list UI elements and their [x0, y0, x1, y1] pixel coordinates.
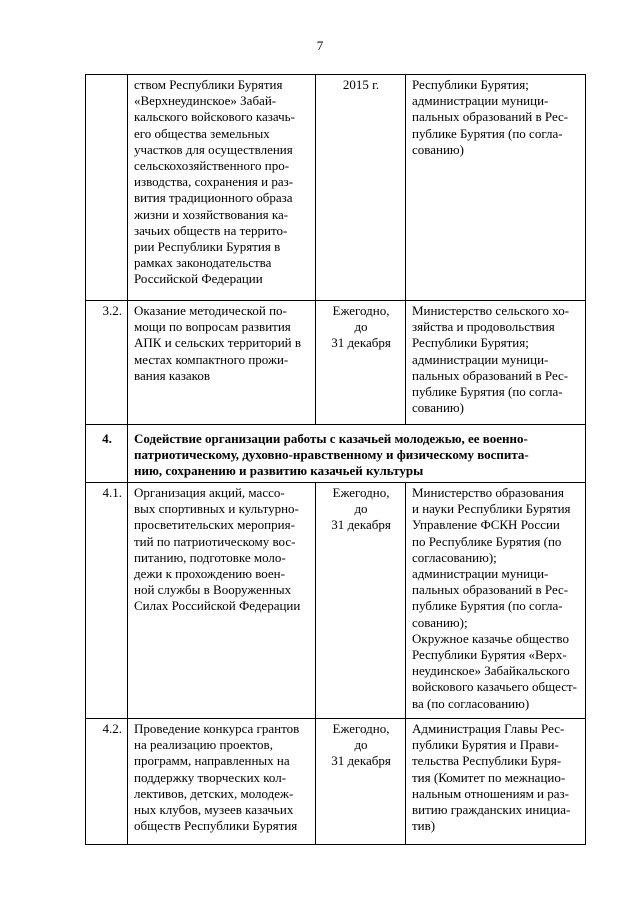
activity-line: тий по патриотическому вос- [134, 533, 296, 549]
term-cell [316, 483, 406, 719]
activity-cell [128, 75, 316, 301]
activity-line: сельскохозяйственного про- [134, 158, 290, 174]
responsible-line: Администрация Главы Рес- [412, 721, 565, 736]
term-line: 31 декабря [331, 517, 391, 533]
activity-line: зачьих обществ на террито- [134, 222, 288, 238]
activity-line: «Верхнеудинское» Забай- [134, 93, 277, 109]
activity-line: его общества земельных [134, 125, 270, 141]
responsible-line: неудинское» Забайкальского [412, 663, 570, 679]
activity-line: программ, направленных на [134, 753, 290, 769]
responsible-line: публике Бурятия (по согла- [412, 125, 563, 141]
activity-line: питанию, подготовке моло- [134, 549, 286, 565]
responsible-line: сованию) [412, 400, 464, 416]
section-row [86, 425, 586, 483]
activity-line: мощи по вопросам развития [134, 319, 291, 335]
activity-line: просветительских мероприя- [134, 517, 295, 533]
responsible-line: и науки Республики Бурятия [412, 501, 571, 517]
table-row [86, 719, 586, 845]
responsible-line: тив) [412, 818, 436, 834]
responsible-line: войскового казачьего общест- [412, 679, 578, 695]
table-row [86, 301, 586, 425]
activity-line: участков для осуществления [134, 141, 293, 157]
section-title [128, 425, 586, 483]
table-row [86, 483, 586, 719]
table-row [86, 75, 586, 301]
term-cell [316, 719, 406, 845]
activity-line: Оказание методической по- [134, 303, 287, 318]
section-title-line: нию, сохранению и развитию казачьей культуры [134, 463, 424, 479]
term-cell [316, 301, 406, 425]
responsible-line: администрации муници- [412, 351, 549, 367]
responsible-line: Окружное казачье общество [412, 630, 569, 646]
term-line: 2015 г. [342, 77, 380, 92]
activity-line: кальского войскового казачь- [134, 109, 295, 125]
responsible-line: сованию); [412, 614, 468, 630]
responsible-cell [406, 719, 586, 845]
section-title-line: патриотическому, духовно-нравственному и физическому воспита- [134, 447, 529, 463]
row-number: 4.1. [86, 483, 128, 719]
responsible-line: зяйства и продовольствия [412, 319, 555, 335]
activity-line: поддержку творческих кол- [134, 769, 287, 785]
activity-line: на реализацию проектов, [134, 737, 273, 753]
row-number [86, 75, 128, 301]
responsible-line: сованию) [412, 141, 464, 157]
activity-line: обществ Республики Бурятия [134, 818, 298, 834]
activity-line: Организация акций, массо- [134, 485, 285, 500]
responsible-line: тия (Комитет по межнацио- [412, 769, 566, 785]
term-line: Ежегодно, [332, 303, 390, 318]
activity-line: вых спортивных и культурно- [134, 501, 299, 517]
term-line: до [354, 737, 368, 753]
row-number: 4.2. [86, 719, 128, 845]
responsible-line: Республики Бурятия «Верх- [412, 647, 567, 663]
responsible-cell [406, 75, 586, 301]
activity-line: Российской Федерации [134, 271, 263, 287]
row-number: 3.2. [86, 301, 128, 425]
responsible-cell [406, 301, 586, 425]
responsible-line: витию гражданских инициа- [412, 802, 571, 818]
responsible-line: Министерство образования [412, 485, 564, 500]
term-line: 31 декабря [331, 753, 391, 769]
term-line: до [354, 501, 368, 517]
term-cell [316, 75, 406, 301]
activity-line: Силах Российской Федерации [134, 598, 301, 614]
term-line: Ежегодно, [332, 485, 390, 500]
term-line: 31 декабря [331, 335, 391, 351]
responsible-line: пальных образований в Рес- [412, 109, 569, 125]
activity-cell [128, 719, 316, 845]
section-title-line: Содействие организации работы с казачьей молодежью, ее военно- [134, 431, 528, 446]
responsible-line: Республики Бурятия; [412, 77, 529, 92]
activity-line: жизни и хозяйствования ка- [134, 206, 289, 222]
activity-line: местах компактного прожи- [134, 351, 289, 367]
responsible-cell [406, 483, 586, 719]
activities-table [85, 74, 586, 845]
activity-line: вания казаков [134, 367, 210, 383]
activity-line: дежи к прохождению воен- [134, 566, 285, 582]
activity-cell [128, 301, 316, 425]
activity-line: рамках законодательства [134, 255, 272, 271]
term-line: до [354, 319, 368, 335]
activity-line: вития традиционного образа [134, 190, 293, 206]
responsible-line: Министерство сельского хо- [412, 303, 570, 318]
responsible-line: пальных образований в Рес- [412, 582, 569, 598]
activity-line: ством Республики Бурятия [134, 77, 283, 92]
activity-line: ных клубов, музеев казачьих [134, 802, 294, 818]
responsible-line: Управление ФСКН России [412, 517, 560, 533]
term-line: Ежегодно, [332, 721, 390, 736]
activity-line: Проведение конкурса грантов [134, 721, 300, 736]
responsible-line: нальным отношениям и раз- [412, 785, 569, 801]
responsible-line: публики Бурятия и Прави- [412, 737, 559, 753]
responsible-line: публике Бурятия (по согла- [412, 598, 563, 614]
activity-cell [128, 483, 316, 719]
page-number: 7 [316, 38, 324, 53]
responsible-line: администрации муници- [412, 566, 549, 582]
responsible-line: пальных образований в Рес- [412, 367, 569, 383]
responsible-line: публике Бурятия (по согла- [412, 384, 563, 400]
responsible-line: по Республике Бурятия (по [412, 533, 562, 549]
activity-line: рии Республики Бурятия в [134, 239, 281, 255]
responsible-line: администрации муници- [412, 93, 549, 109]
section-number: 4. [86, 425, 128, 483]
responsible-line: ва (по согласованию) [412, 695, 530, 711]
activity-line: ной службы в Вооруженных [134, 582, 292, 598]
responsible-line: согласованию); [412, 549, 497, 565]
responsible-line: тельства Республики Буря- [412, 753, 562, 769]
activity-line: АПК и сельских территорий в [134, 335, 302, 351]
responsible-line: Республики Бурятия; [412, 335, 529, 351]
activity-line: лективов, детских, молодеж- [134, 785, 294, 801]
activity-line: изводства, сохранения и раз- [134, 174, 294, 190]
